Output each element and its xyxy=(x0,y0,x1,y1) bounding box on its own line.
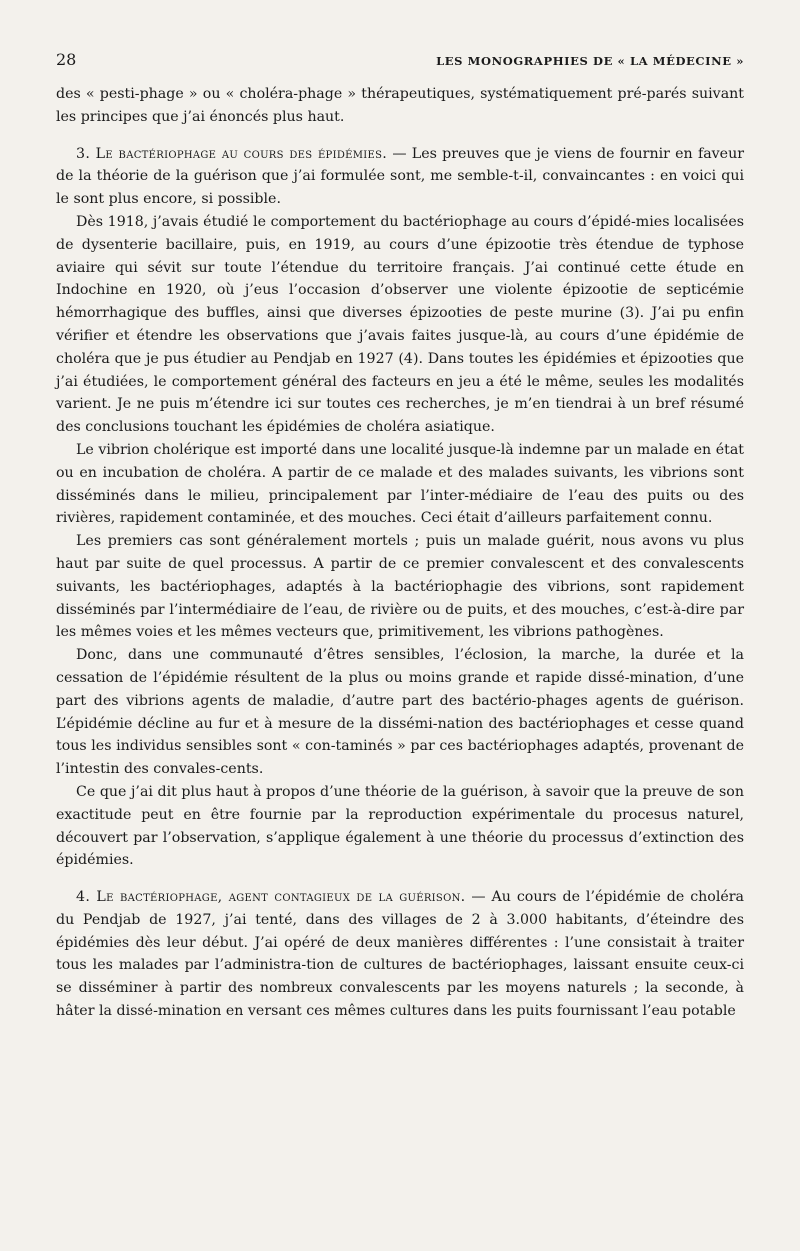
paragraph-text: — Au cours de l’épidémie de choléra du Pendjab de 1927, j’ai tenté, dans des villages de 2 à 3.000 habitants, d’éteindre des épidémies dès leur début. J’ai opéré de deux manières différentes : l’une consistait à traiter tous les malades par l’administra-tion de cultures de bactériophages, laissant ensuite ceux-ci se disséminer à partir des nombreux convalescents par les moyens naturels ; la seconde, à hâter la dissé-mination en versant ces mêmes cultures dans les puits fournissant l’eau potable xyxy=(56,889,745,1020)
paragraph xyxy=(56,439,744,530)
paragraph-text: des « pesti-phage » ou « choléra-phage » thérapeutiques, systématiquement pré-parés suivant les principes que j’ai énoncés plus haut. xyxy=(56,86,744,125)
paragraph-text: — Les preuves que je viens de fournir en faveur de la théorie de la guérison que j’ai formulée sont, me semble-t-il, convaincantes : en voici qui le sont plus encore, si possible. xyxy=(56,145,744,208)
paragraph xyxy=(56,781,744,872)
page-number: 28 xyxy=(56,50,77,69)
paragraph-text: Donc, dans une communauté d’êtres sensibles, l’éclosion, la marche, la durée et la cessation de l’épidémie résultent de la plus ou moins grande et rapide dissé-mination, d’une part des vibrions agents de maladie, d’autre part des bactério-phages agents de guérison. L’épidémie décline au fur et à mesure de la dissémi-nation des bactériophages et cesse quand tous les individus sensibles sont « con-taminés » par ces bactériophages adaptés, provenant de l’intestin des convales-cents. xyxy=(56,647,744,778)
section-paragraph xyxy=(56,143,744,211)
body-text xyxy=(56,83,744,1023)
page-header xyxy=(56,50,744,69)
paragraph xyxy=(56,211,744,439)
section-paragraph xyxy=(56,886,744,1023)
paragraph-text: Ce que j’ai dit plus haut à propos d’une théorie de la guérison, à savoir que la preuve de son exactitude peut en être fournie par la reproduction expérimentale du procesus naturel, découvert par l’observation, s’applique également à une théorie du processus d’extinction des épidémies. xyxy=(56,783,744,869)
paragraph xyxy=(56,530,744,644)
section-heading: 4. Le bactériophage, agent contagieux de la guérison. xyxy=(76,889,466,906)
paragraph xyxy=(56,83,744,129)
section-heading: 3. Le bactériophage au cours des épidémies. xyxy=(76,145,388,162)
paragraph xyxy=(56,644,744,781)
paragraph-text: Les premiers cas sont généralement mortels ; puis un malade guérit, nous avons vu plus haut par suite de quel processus. A partir de ce premier convalescent et des convalescents suivants, les bactériophages, adaptés à la bactériophagie des vibrions, sont rapidement disséminés par l’intermédiaire de l’eau, de rivière ou de puits, et des mouches, c’est-à-dire par les mêmes voies et les mêmes vecteurs que, primitivement, les vibrions pathogènes. xyxy=(56,533,744,641)
paragraph-text: Le vibrion cholérique est importé dans une localité jusque-là indemne par un malade en état ou en incubation de choléra. A partir de ce malade et des malades suivants, les vibrions sont disséminés dans le milieu, principalement par l’inter-médiaire de l’eau des puits ou des rivières, rapidement contaminée, et des mouches. Ceci était d’ailleurs parfaitement connu. xyxy=(56,441,744,527)
running-title: LES MONOGRAPHIES DE « LA MÉDECINE » xyxy=(436,54,744,68)
paragraph-text: Dès 1918, j’avais étudié le comportement du bactériophage au cours d’épidé-mies localisées de dysenterie bacillaire, puis, en 1919, au cours d’une épizootie très étendue de typhose aviaire qui sévit sur toute l’étendue du territoire français. J’ai continué cette étude en Indochine en 1920, où j’eus l’occasion d’observer une violente épizootie de septicémie hémorrhagique des buffles, ainsi que diverses épizooties de peste murine (3). J’ai pu enfin vérifier et étendre les observations que j’avais faites jusque-là, au cours d’une épidémie de choléra que je pus étudier au Pendjab en 1927 (4). Dans toutes les épidémies et épizooties que j’ai étudiées, le comportement général des facteurs en jeu a été le même, seules les modalités varient. Je ne puis m’étendre ici sur toutes ces recherches, je m’en tiendrai à un bref résumé des conclusions touchant les épidémies de choléra asiatique. xyxy=(56,213,744,436)
